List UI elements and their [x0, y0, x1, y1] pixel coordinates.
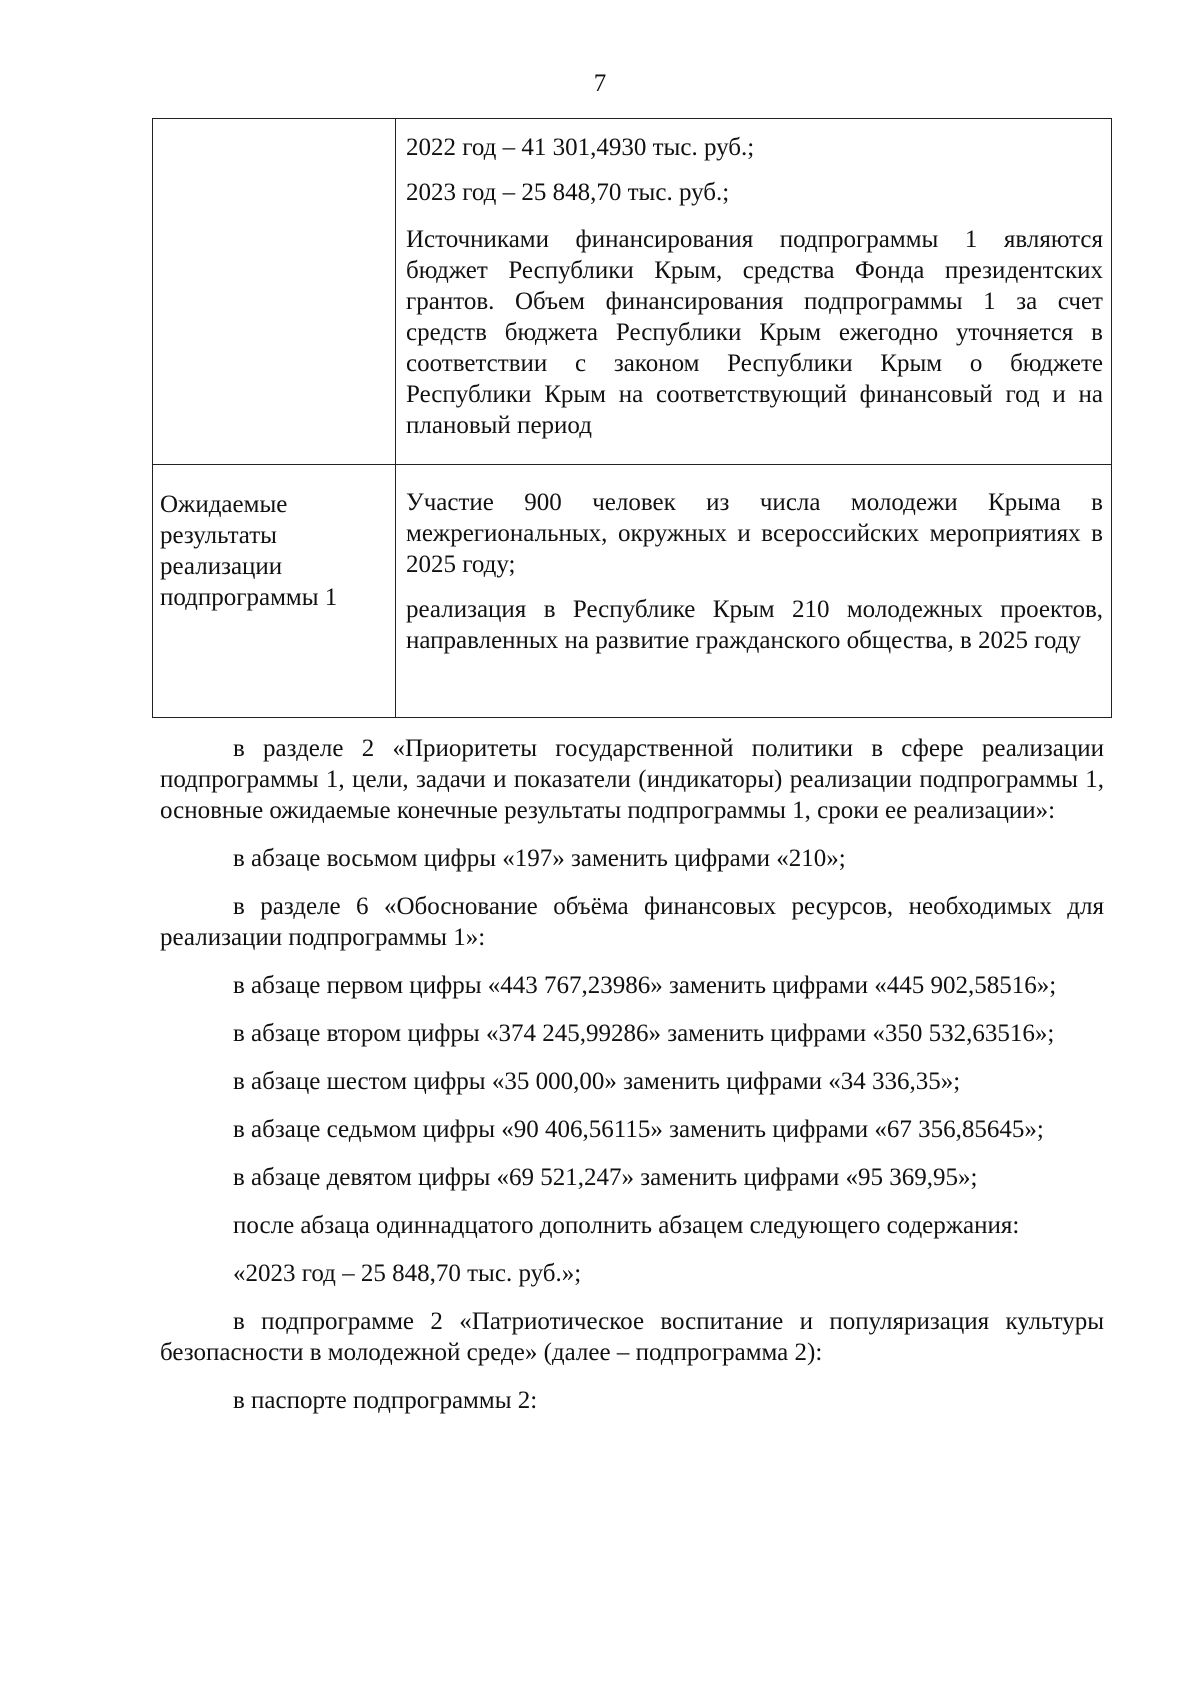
paragraph: в разделе 6 «Обоснование объёма финансовых ресурсов, необходимых для реализации подпрограммы 1»:	[160, 893, 1104, 951]
funding-sources: Источниками финансирования подпрограммы 1 являются бюджет Республики Крым, средства Фонда президентских грантов. Объем финансирования подпрограммы 1 за счет средств бюджета Республики Крым ежегодно уточняется в соответствии с законом Республики Крым о бюджете Республики Крым на соответствующий финансовый год и на плановый период	[406, 226, 1103, 439]
table-value-cell	[396, 465, 1112, 718]
table-label-cell	[153, 465, 396, 718]
table-value-cell	[396, 119, 1112, 465]
paragraph: в абзаце втором цифры «374 245,99286» заменить цифрами «350 532,63516»;	[233, 1020, 1055, 1047]
document-body	[160, 733, 1104, 1416]
paragraph: в паспорте подпрограммы 2:	[233, 1387, 538, 1414]
paragraph: в абзаце седьмом цифры «90 406,56115» заменить цифрами «67 356,85645»;	[233, 1116, 1044, 1143]
paragraph: в абзаце девятом цифры «69 521,247» заменить цифрами «95 369,95»;	[233, 1164, 978, 1191]
paragraph: в разделе 2 «Приоритеты государственной политики в сфере реализации подпрограммы 1, цели, задачи и показатели (индикаторы) реализации подпрограммы 1, основные ожидаемые конечные результаты подпрограммы 1, сроки ее реализации»:	[160, 735, 1104, 824]
funding-label	[153, 119, 395, 143]
funding-2023: 2023 год – 25 848,70 тыс. руб.;	[406, 179, 730, 206]
paragraph: в абзаце шестом цифры «35 000,00» заменить цифрами «34 336,35»;	[233, 1068, 961, 1095]
passport-table	[152, 118, 1112, 718]
result-participation: Участие 900 человек из числа молодежи Крыма в межрегиональных, окружных и всероссийских мероприятиях в 2025 году;	[406, 489, 1103, 578]
paragraph: в абзаце первом цифры «443 767,23986» заменить цифрами «445 902,58516»;	[233, 972, 1057, 999]
paragraph: в абзаце восьмом цифры «197» заменить цифрами «210»;	[233, 845, 846, 872]
result-projects: реализация в Республике Крым 210 молодежных проектов, направленных на развитие гражданского общества, в 2025 году	[406, 596, 1103, 654]
table-label-cell	[153, 119, 396, 465]
table-row-funding	[153, 119, 1112, 465]
paragraph: в подпрограмме 2 «Патриотическое воспитание и популяризация культуры безопасности в молодежной среде» (далее – подпрограмма 2):	[160, 1308, 1104, 1366]
expected-results-label: Ожидаемые результаты реализации подпрограммы 1	[160, 491, 338, 611]
paragraph: после абзаца одиннадцатого дополнить абзацем следующего содержания:	[233, 1212, 1020, 1239]
funding-2022: 2022 год – 41 301,4930 тыс. руб.;	[406, 134, 755, 161]
table-row-results	[153, 465, 1112, 718]
paragraph: «2023 год – 25 848,70 тыс. руб.»;	[233, 1260, 582, 1287]
page-number: 7	[593, 70, 607, 97]
